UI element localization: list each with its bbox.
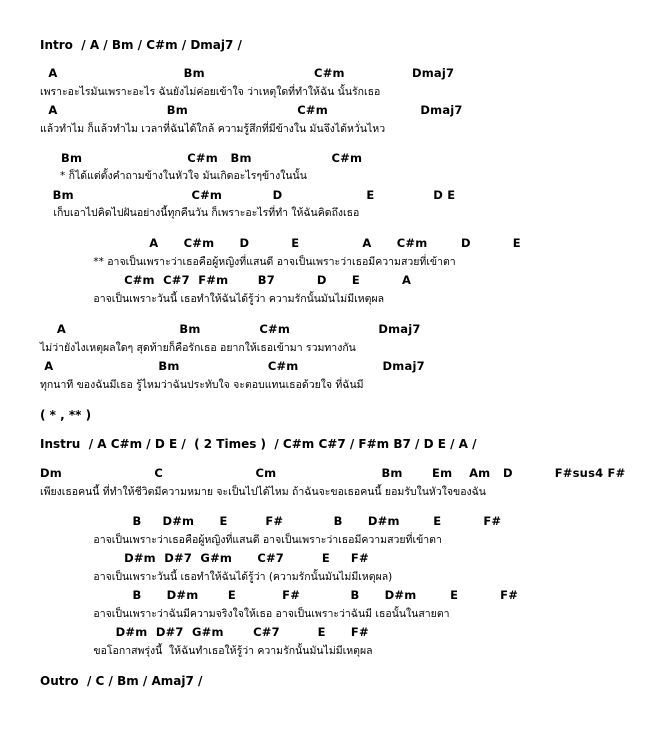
prechorus-chord-line-2: Bm C#m D E D E	[40, 188, 456, 202]
chorus2-lyric-line-2: อาจเป็นเพราะวันนี้ เธอทำให้ฉันได้รู้ว่า (ความรักนั้นมันไม่มีเหตุผล)	[40, 571, 393, 583]
instrumental-line: Instru / A C#m / D E / ( 2 Times ) / C#m C#7 / F#m B7 / D E / A /	[40, 437, 477, 451]
chorus1-lyric-line-2: อาจเป็นเพราะวันนี้ เธอทำให้ฉันได้รู้ว่า ความรักนั้นมันไม่มีเหตุผล	[40, 293, 385, 305]
intro-line: Intro / A / Bm / C#m / Dmaj7 /	[40, 38, 242, 52]
chorus2-chord-line-4: D#m D#7 G#m C#7 E F#	[40, 625, 369, 639]
verse2-chord-line-1: A Bm C#m Dmaj7	[40, 322, 421, 336]
chorus2-lyric-line-3: อาจเป็นเพราะว่าฉันมีความจริงใจให้เธอ อาจเป็นเพราะว่าฉันมี เธอนั้นในสายตา	[40, 608, 450, 620]
verse1-chord-line-1: A Bm C#m Dmaj7	[40, 66, 455, 80]
bridge-chord-line: Dm C Cm Bm Em Am D F#sus4 F#	[40, 466, 626, 480]
chorus2-chord-line-2: D#m D#7 G#m C#7 E F#	[40, 551, 369, 565]
verse2-chord-line-2: A Bm C#m Dmaj7	[40, 359, 425, 373]
repeat-marker: ( * , ** )	[40, 408, 92, 422]
chorus1-lyric-line-1: ** อาจเป็นเพราะว่าเธอคือผู้หญิงที่แสนดี อาจเป็นเพราะว่าเธอมีความสวยที่เข้าตา	[40, 256, 456, 268]
chorus2-lyric-line-1: อาจเป็นเพราะว่าเธอคือผู้หญิงที่แสนดี อาจเป็นเพราะว่าเธอมีความสวยที่เข้าตา	[40, 534, 442, 546]
verse1-lyric-line-2: แล้วทำไม ก็แล้วทำไม เวลาที่ฉันได้ใกล้ ความรู้สึกที่มีข้างใน มันจึงได้หวั่นไหว	[40, 123, 386, 135]
prechorus-lyric-line-1: * ก็ได้แต่ตั้งคำถามข้างในหัวใจ มันเกิดอะไรๆข้างในนั้น	[40, 170, 307, 182]
verse1-lyric-line-1: เพราะอะไรมันเพราะอะไร ฉันยังไม่ค่อยเข้าใจ ว่าเหตุใดที่ทำให้ฉัน นั้นรักเธอ	[40, 86, 381, 98]
chorus2-chord-line-3: B D#m E F# B D#m E F#	[40, 588, 519, 602]
verse2-lyric-line-2: ทุกนาที ของฉันมีเธอ รู้ไหมว่าฉันประทับใจ จะตอบแทนเธอด้วยใจ ที่ฉันมี	[40, 379, 364, 391]
chorus1-chord-line-2: C#m C#7 F#m B7 D E A	[40, 273, 412, 287]
prechorus-lyric-line-2: เก็บเอาไปคิดไปฝันอย่างนี้ทุกคืนวัน ก็เพราะอะไรที่ทำ ให้ฉันคิดถึงเธอ	[40, 207, 360, 219]
chorus2-lyric-line-4: ขอโอกาสพรุ่งนี้ ให้ฉันทำเธอให้รู้ว่า ความรักนั้นมันไม่มีเหตุผล	[40, 645, 373, 657]
chorus1-chord-line-1: A C#m D E A C#m D E	[40, 236, 521, 250]
prechorus-chord-line-1: Bm C#m Bm C#m	[40, 151, 363, 165]
chorus2-chord-line-1: B D#m E F# B D#m E F#	[40, 514, 502, 528]
outro-line: Outro / C / Bm / Amaj7 /	[40, 674, 203, 688]
bridge-lyric-line: เพียงเธอคนนี้ ที่ทำให้ชีวิตมีความหมาย จะเป็นไปได้ไหม ถ้าฉันจะขอเธอคนนี้ ยอมรับในหัวใจของฉัน	[40, 486, 486, 498]
verse1-chord-line-2: A Bm C#m Dmaj7	[40, 103, 463, 117]
verse2-lyric-line-1: ไม่ว่ายังไงเหตุผลใดๆ สุดท้ายก็คือรักเธอ อยากให้เธอเข้ามา รวมทางกัน	[40, 342, 356, 354]
